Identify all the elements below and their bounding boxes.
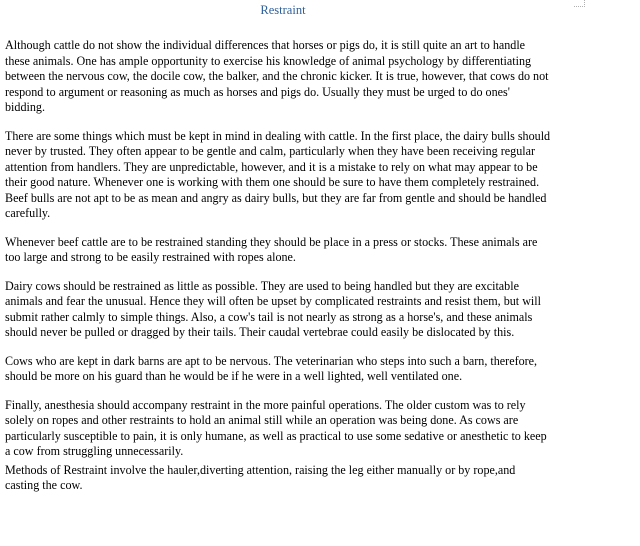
paragraph-beef-cattle-stocks: Whenever beef cattle are to be restrained standing they should be place in a press or stocks. These animals are too large and strong to be easily restrained with ropes alone. (5, 234, 538, 264)
paragraph-dairy-bulls: There are some things which must be kept in mind in dealing with cattle. In the first place, the dairy bulls should never by trusted. They often appear to be gentle and calm, particularly when they have been receiving regular attention from handlers. They are unpredictable, however, and it is a mistake to rely on what may appear to be their good nature. Whenever one is working with them one should be sure to have them completely restrained. Beef bulls are not apt to be as mean and angry as dairy bulls, but they are far from gentle and should be handled carefully. (5, 128, 551, 220)
document-title: Restraint (260, 3, 306, 17)
paragraph-handling-cattle: Although cattle do not show the individual differences that horses or pigs do, it is still quite an art to handle these animals. One has ample opportunity to exercise his knowledge of animal psychology by differentiating between the nervous cow, the docile cow, the balker, and the chronic kicker. It is true, however, that cows do not respond to argument or reasoning as much as horses and pigs do. Usually they must be urged to do ones' bidding. (5, 38, 549, 114)
paragraph-dairy-cows: Dairy cows should be restrained as little as possible. They are used to being handled but they are excitable animals and fear the unusual. Hence they will often be upset by complicated restraints and resist them, but will submit rather calmly to simple things. Also, a cow's tail is not nearly as strong as a horse's, and these animals should never be pulled or dragged by their tails. Their caudal vertebrae could easily be dislocated by this. (5, 278, 542, 339)
paragraph-methods-of-restraint: Methods of Restraint involve the hauler,diverting attention, raising the leg either manually or by rope,and casting the cow. (5, 462, 516, 492)
paragraph-anesthesia: Finally, anesthesia should accompany restraint in the more painful operations. The older custom was to rely solely on ropes and other restraints to hold an animal still while an operation was being done. As cows are particularly susceptible to pain, it is only humane, as well as practical to use some sedative or anesthetic to keep a cow from struggling unnecessarily. (5, 397, 547, 458)
paragraph-dark-barns: Cows who are kept in dark barns are apt to be nervous. The veterinarian who steps into such a barn, therefore, should be more on his guard than he would be if he were in a well lighted, well ventilated one. (5, 353, 538, 383)
page-corner-mark (574, 0, 585, 7)
document-body (5, 38, 551, 494)
